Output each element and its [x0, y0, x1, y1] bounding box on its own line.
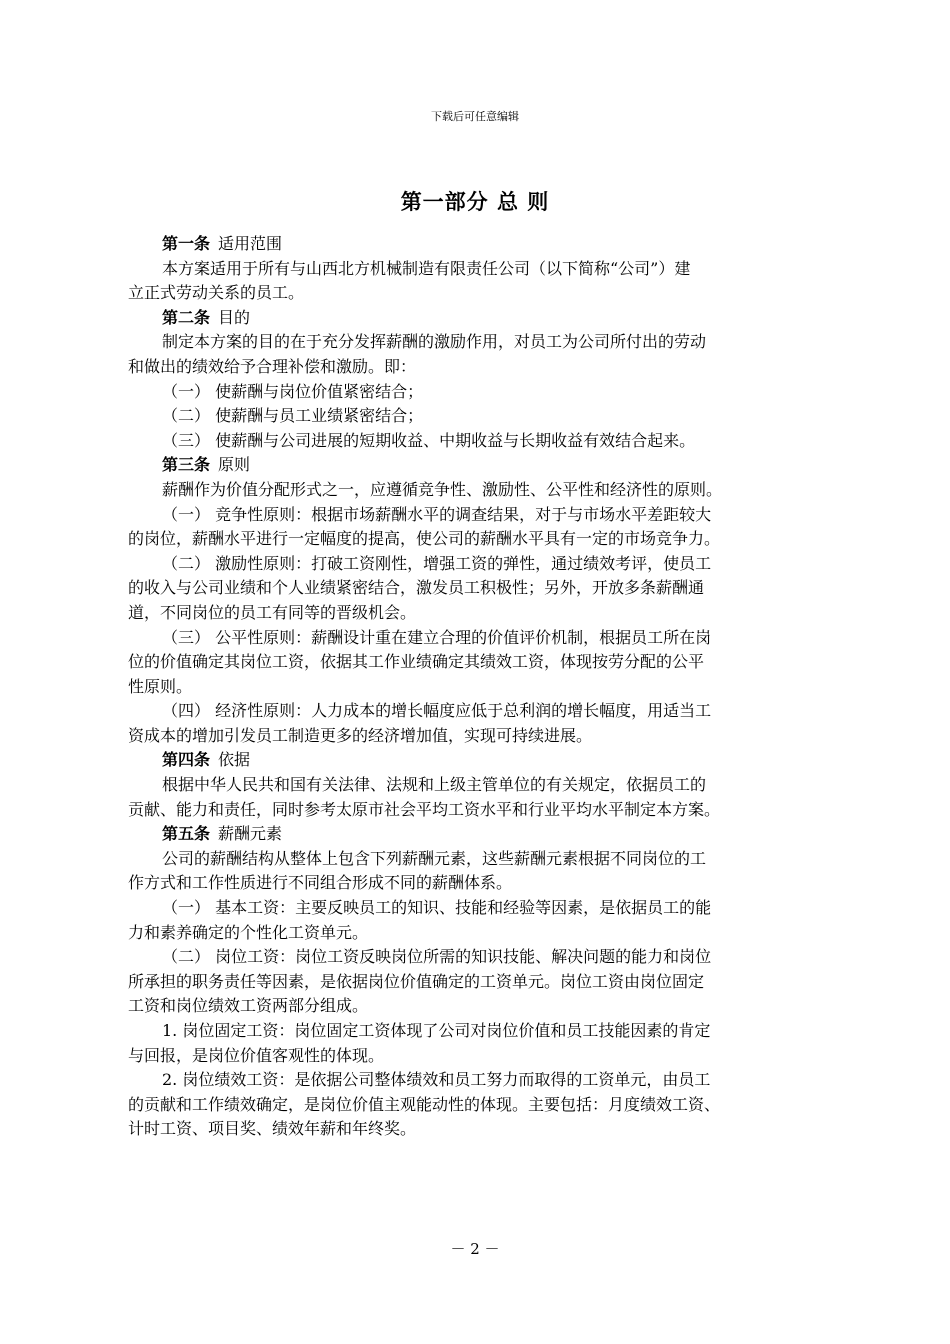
paragraph-line	[128, 257, 838, 282]
article-number: 第四条	[162, 750, 211, 770]
paragraph-line	[128, 871, 838, 896]
paragraph-line	[128, 503, 838, 528]
article-heading	[128, 822, 838, 847]
paragraph-line	[128, 945, 838, 970]
line-text: （一） 基本工资：主要反映员工的知识、技能和经验等因素，是依据员工的能	[162, 898, 712, 918]
line-text: 根据中华人民共和国有关法律、法规和上级主管单位的有关规定，依据员工的	[162, 775, 707, 795]
article-heading	[128, 453, 838, 478]
paragraph-line	[128, 576, 838, 601]
line-text: 工资和岗位绩效工资两部分组成。	[128, 996, 369, 1016]
line-text: 作方式和工作性质进行不同组合形成不同的薪酬体系。	[128, 873, 513, 893]
line-text: （二） 岗位工资：岗位工资反映岗位所需的知识技能、解决问题的能力和岗位	[162, 947, 712, 967]
paragraph-line	[128, 355, 838, 380]
line-text: 的岗位，薪酬水平进行一定幅度的提高，使公司的薪酬水平具有一定的市场竞争力。	[128, 529, 721, 549]
paragraph-line	[128, 650, 838, 675]
paragraph-line	[128, 330, 838, 355]
line-text: 薪酬元素	[218, 824, 283, 844]
line-text: （一） 使薪酬与岗位价值紧密结合；	[162, 381, 424, 401]
line-text: 依据	[218, 750, 251, 770]
line-text: （三） 使薪酬与公司进展的短期收益、中期收益与长期收益有效结合起来。	[162, 430, 696, 450]
line-text: （四） 经济性原则：人力成本的增长幅度应低于总利润的增长幅度，用适当工	[162, 701, 712, 721]
line-text: 的收入与公司业绩和个人业绩紧密结合，激发员工积极性；另外，开放多条薪酬通	[128, 578, 705, 598]
line-text: 1. 岗位固定工资：岗位固定工资体现了公司对岗位价值和员工技能因素的肯定	[162, 1021, 711, 1040]
paragraph-line	[128, 798, 838, 823]
line-text: （三） 公平性原则：薪酬设计重在建立合理的价值评价机制，根据员工所在岗	[162, 627, 712, 647]
line-text: 所承担的职务责任等因素，是依据岗位价值确定的工资单元。岗位工资由岗位固定	[128, 971, 705, 991]
line-text: 薪酬作为价值分配形式之一，应遵循竞争性、激励性、公平性和经济性的原则。	[162, 479, 723, 499]
article-number: 第三条	[162, 455, 211, 475]
line-text: （二） 使薪酬与员工业绩紧密结合；	[162, 406, 424, 426]
paragraph-line	[128, 601, 838, 626]
paragraph-line	[128, 675, 838, 700]
page-number: － 2 －	[450, 1240, 500, 1258]
paragraph-line	[128, 896, 838, 921]
line-text: 和做出的绩效给予合理补偿和激励。即：	[128, 356, 417, 376]
paragraph-line	[128, 1044, 838, 1069]
paragraph-line	[128, 380, 838, 405]
line-text: （二） 激励性原则：打破工资刚性，增强工资的弹性，通过绩效考评，使员工	[162, 553, 712, 573]
line-text: （一） 竞争性原则：根据市场薪酬水平的调查结果，对于与市场水平差距较大	[162, 504, 712, 524]
paragraph-line	[128, 281, 838, 306]
paragraph-line	[128, 773, 838, 798]
line-text: 立正式劳动关系的员工。	[128, 283, 305, 303]
line-text: 资成本的增加引发员工制造更多的经济增加值，实现可持续进展。	[128, 725, 593, 745]
line-text: 公司的薪酬结构从整体上包含下列薪酬元素，这些薪酬元素根据不同岗位的工	[162, 848, 707, 868]
article-heading	[128, 232, 838, 257]
article-number: 第五条	[162, 824, 211, 844]
line-text: 的贡献和工作绩效确定，是岗位价值主观能动性的体现。主要包括：月度绩效工资、	[128, 1094, 721, 1114]
paragraph-line	[128, 404, 838, 429]
line-text: 本方案适用于所有与山西北方机械制造有限责任公司（以下简称“公司”）建	[162, 258, 691, 278]
paragraph-line	[128, 626, 838, 651]
paragraph-line	[128, 724, 838, 749]
paragraph-line	[128, 527, 838, 552]
line-text: 道，不同岗位的员工有同等的晋级机会。	[128, 602, 417, 622]
line-text: 与回报，是岗位价值客观性的体现。	[128, 1045, 385, 1065]
line-text: 位的价值确定其岗位工资，依据其工作业绩确定其绩效工资，体现按劳分配的公平	[128, 652, 705, 672]
document-body	[128, 232, 838, 1142]
line-text: 2. 岗位绩效工资：是依据公司整体绩效和员工努力而取得的工资单元，由员工	[162, 1070, 711, 1090]
article-number: 第二条	[162, 307, 211, 327]
paragraph-line	[128, 1019, 838, 1044]
article-heading	[128, 748, 838, 773]
line-text: 原则	[218, 455, 251, 475]
line-text: 制定本方案的目的在于充分发挥薪酬的激励作用，对员工为公司所付出的劳动	[162, 332, 707, 352]
paragraph-line	[128, 699, 838, 724]
paragraph-line	[128, 478, 838, 503]
paragraph-line	[128, 970, 838, 995]
line-text: 计时工资、项目奖、绩效年薪和年终奖。	[128, 1119, 417, 1139]
line-text: 目的	[218, 307, 251, 327]
section-title: 第一部分 总 则	[400, 190, 550, 214]
paragraph-line	[128, 994, 838, 1019]
paragraph-line	[128, 1117, 838, 1142]
paragraph-line	[128, 1068, 838, 1093]
page-header: 下载后可任意编辑	[431, 110, 519, 123]
paragraph-line	[128, 429, 838, 454]
line-text: 适用范围	[218, 234, 283, 253]
article-number: 第一条	[162, 234, 211, 253]
line-text: 性原则。	[128, 676, 193, 696]
line-text: 贡献、能力和责任，同时参考太原市社会平均工资水平和行业平均水平制定本方案。	[128, 799, 721, 819]
paragraph-line	[128, 552, 838, 577]
article-heading	[128, 306, 838, 331]
line-text: 力和素养确定的个性化工资单元。	[128, 922, 369, 942]
paragraph-line	[128, 921, 838, 946]
paragraph-line	[128, 1093, 838, 1118]
paragraph-line	[128, 847, 838, 872]
